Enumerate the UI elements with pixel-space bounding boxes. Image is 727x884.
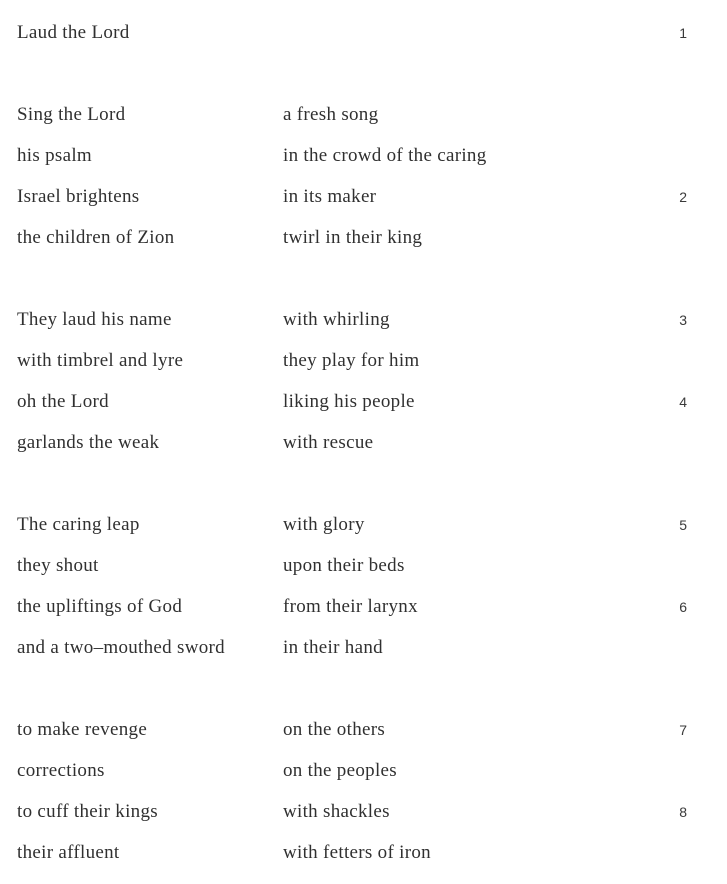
- verse-number: 8: [679, 803, 687, 820]
- verse-line: [17, 340, 687, 381]
- verse-line: [17, 299, 687, 340]
- left-hemistich: corrections: [17, 759, 105, 781]
- left-hemistich: Sing the Lord: [17, 103, 126, 125]
- verse-line: [17, 586, 687, 627]
- verse-line: [17, 545, 687, 586]
- left-hemistich: the children of Zion: [17, 226, 175, 248]
- verse-line: [17, 135, 687, 176]
- right-hemistich: liking his people: [283, 390, 415, 412]
- verse-line: [17, 504, 687, 545]
- verse-line: [17, 381, 687, 422]
- verse-number: 1: [679, 24, 687, 41]
- right-hemistich: upon their beds: [283, 554, 405, 576]
- left-hemistich: their affluent: [17, 841, 120, 863]
- stanza: [17, 94, 687, 258]
- verse-line: [17, 94, 687, 135]
- left-hemistich: and a two–mouthed sword: [17, 636, 225, 658]
- right-hemistich: a fresh song: [283, 103, 379, 125]
- right-hemistich: with glory: [283, 513, 365, 535]
- left-hemistich: the upliftings of God: [17, 595, 183, 617]
- left-hemistich: they shout: [17, 554, 99, 576]
- left-hemistich: with timbrel and lyre: [17, 349, 184, 371]
- stanza: [17, 504, 687, 668]
- left-hemistich: oh the Lord: [17, 390, 109, 412]
- right-hemistich: twirl in their king: [283, 226, 423, 248]
- right-hemistich: in the crowd of the caring: [283, 144, 487, 166]
- left-hemistich: to cuff their kings: [17, 800, 158, 822]
- verse-line: [17, 217, 687, 258]
- right-hemistich: with whirling: [283, 308, 390, 330]
- verse-line: [17, 176, 687, 217]
- verse-number: 2: [679, 188, 687, 205]
- right-hemistich: on the peoples: [283, 759, 397, 781]
- stanza: [17, 709, 687, 873]
- verse-line: [17, 791, 687, 832]
- verse-number: 6: [679, 598, 687, 615]
- right-hemistich: from their larynx: [283, 595, 418, 617]
- left-hemistich: his psalm: [17, 144, 93, 166]
- left-hemistich: The caring leap: [17, 513, 140, 535]
- verse-line: [17, 709, 687, 750]
- page-title: Laud the Lord: [17, 21, 130, 43]
- right-hemistich: with fetters of iron: [283, 841, 431, 863]
- verse-number: 7: [679, 721, 687, 738]
- right-hemistich: with rescue: [283, 431, 374, 453]
- verse-number: 3: [679, 311, 687, 328]
- left-hemistich: garlands the weak: [17, 431, 160, 453]
- verse-number: 5: [679, 516, 687, 533]
- verse-line: [17, 422, 687, 463]
- right-hemistich: in their hand: [283, 636, 383, 658]
- verse-line: [17, 750, 687, 791]
- heading-stanza: [17, 12, 687, 53]
- verse-line: [17, 627, 687, 668]
- left-hemistich: They laud his name: [17, 308, 172, 330]
- stanza: [17, 299, 687, 463]
- right-hemistich: on the others: [283, 718, 386, 740]
- left-hemistich: to make revenge: [17, 718, 148, 740]
- title-line: [17, 12, 687, 53]
- right-hemistich: with shackles: [283, 800, 390, 822]
- verse-line: [17, 832, 687, 873]
- right-hemistich: they play for him: [283, 349, 420, 371]
- right-hemistich: in its maker: [283, 185, 377, 207]
- left-hemistich: Israel brightens: [17, 185, 140, 207]
- verse-number: 4: [679, 393, 687, 410]
